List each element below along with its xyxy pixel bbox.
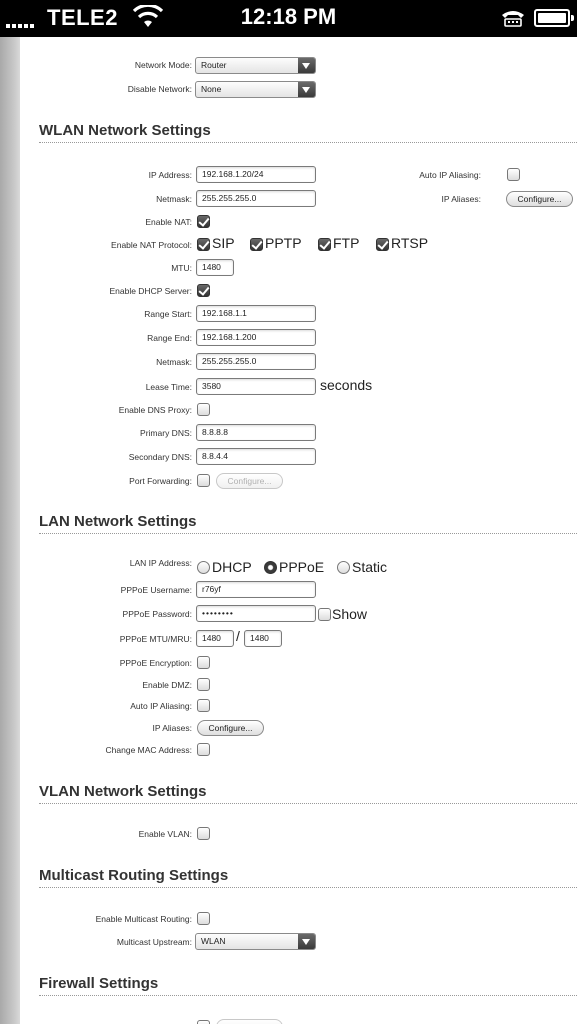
section-divider xyxy=(39,142,577,143)
section-divider xyxy=(39,533,577,534)
enable-nat-label: Enable NAT: xyxy=(145,217,192,227)
secondary-dns-input[interactable]: 8.8.4.4 xyxy=(196,448,316,465)
mtu-mru-separator: / xyxy=(236,628,240,644)
lan-ip-static-label: Static xyxy=(352,559,388,575)
left-sidebar-edge xyxy=(0,37,20,1024)
primary-dns-label: Primary DNS: xyxy=(140,428,192,438)
lan-section-header xyxy=(39,513,577,539)
port-forwarding-configure-button[interactable]: Configure... xyxy=(216,473,283,489)
lan-ip-static-radio[interactable] xyxy=(337,561,350,574)
battery-icon xyxy=(534,9,570,27)
firewall-configure-button[interactable] xyxy=(216,1019,283,1024)
mtu-input[interactable]: 1480 xyxy=(196,259,234,276)
pppoe-encryption-label: PPPoE Encryption: xyxy=(119,658,192,668)
clock: 12:18 PM xyxy=(240,4,337,29)
multicast-upstream-select[interactable] xyxy=(195,933,316,950)
lan-auto-ip-aliasing-checkbox[interactable] xyxy=(197,699,210,712)
network-mode-select[interactable] xyxy=(195,57,316,74)
section-divider xyxy=(39,803,577,804)
range-end-label: Range End: xyxy=(147,333,192,343)
port-forwarding-label: Port Forwarding: xyxy=(129,476,192,486)
firewall-checkbox[interactable] xyxy=(197,1020,210,1024)
enable-dns-proxy-label: Enable DNS Proxy: xyxy=(118,405,192,415)
ip-aliases-label: IP Aliases: xyxy=(441,194,481,204)
enable-nat-checkbox[interactable] xyxy=(197,215,210,228)
enable-dmz-checkbox[interactable] xyxy=(197,678,210,691)
network-mode-value: Router xyxy=(201,60,227,70)
nat-protocol-ftp-checkbox[interactable] xyxy=(318,238,331,251)
pppoe-encryption-checkbox[interactable] xyxy=(197,656,210,669)
multicast-upstream-label: Multicast Upstream: xyxy=(116,937,192,947)
auto-ip-aliasing-checkbox[interactable] xyxy=(507,168,520,181)
pppoe-mtu-mru-label: PPPoE MTU/MRU: xyxy=(119,634,192,644)
section-divider xyxy=(39,887,577,888)
wlan-section-header xyxy=(39,122,577,148)
nat-protocol-rtsp-label: RTSP xyxy=(391,235,429,251)
carrier-name: TELE2 xyxy=(47,5,118,30)
lease-time-unit: seconds xyxy=(320,377,373,393)
mtu-label: MTU: xyxy=(171,263,192,273)
enable-multicast-checkbox[interactable] xyxy=(197,912,210,925)
lan-section-title: LAN Network Settings xyxy=(39,513,197,530)
range-start-input[interactable]: 192.168.1.1 xyxy=(196,305,316,322)
lan-ip-dhcp-radio[interactable] xyxy=(197,561,210,574)
multicast-upstream-value: WLAN xyxy=(201,936,226,946)
range-start-label: Range Start: xyxy=(144,309,192,319)
lease-time-label: Lease Time: xyxy=(145,382,192,392)
netmask-label: Netmask: xyxy=(156,194,192,204)
enable-dhcp-label: Enable DHCP Server: xyxy=(109,286,192,296)
lan-ip-dhcp-label: DHCP xyxy=(212,559,252,575)
dhcp-netmask-label: Netmask: xyxy=(156,357,192,367)
wlan-section-title: WLAN Network Settings xyxy=(39,122,211,139)
lan-auto-ip-aliasing-label: Auto IP Aliasing: xyxy=(130,701,192,711)
change-mac-label: Change MAC Address: xyxy=(105,745,192,755)
vlan-section-title: VLAN Network Settings xyxy=(39,783,207,800)
port-forwarding-checkbox[interactable] xyxy=(197,474,210,487)
pppoe-mru-input[interactable]: 1480 xyxy=(244,630,282,647)
pppoe-password-input[interactable]: •••••••• xyxy=(196,605,316,622)
lan-ip-pppoe-radio[interactable] xyxy=(264,561,277,574)
lan-ip-label: LAN IP Address: xyxy=(129,558,192,568)
show-password-checkbox[interactable] xyxy=(318,608,331,621)
tty-icon xyxy=(500,8,526,28)
enable-vlan-label: Enable VLAN: xyxy=(138,829,192,839)
nat-protocol-sip-label: SIP xyxy=(212,235,235,251)
chevron-down-icon xyxy=(298,82,315,97)
disable-network-label: Disable Network: xyxy=(127,84,192,94)
enable-dmz-label: Enable DMZ: xyxy=(142,680,192,690)
chevron-down-icon xyxy=(298,58,315,73)
settings-content xyxy=(20,37,577,1024)
multicast-section-header xyxy=(39,867,577,893)
nat-protocol-ftp-label: FTP xyxy=(333,235,360,251)
disable-network-select[interactable] xyxy=(195,81,316,98)
disable-network-value: None xyxy=(201,84,222,94)
lan-ip-pppoe-label: PPPoE xyxy=(279,559,325,575)
enable-multicast-label: Enable Multicast Routing: xyxy=(95,914,192,924)
section-divider xyxy=(39,995,577,996)
status-bar xyxy=(0,0,577,37)
enable-nat-protocol-label: Enable NAT Protocol: xyxy=(111,240,192,250)
lan-ip-aliases-configure-button[interactable]: Configure... xyxy=(197,720,264,736)
network-mode-label: Network Mode: xyxy=(134,60,192,70)
dhcp-netmask-input[interactable]: 255.255.255.0 xyxy=(196,353,316,370)
nat-protocol-pptp-label: PPTP xyxy=(265,235,302,251)
firewall-section-title: Firewall Settings xyxy=(39,975,159,992)
enable-vlan-checkbox[interactable] xyxy=(197,827,210,840)
nat-protocol-rtsp-checkbox[interactable] xyxy=(376,238,389,251)
page xyxy=(0,37,577,1024)
range-end-input[interactable]: 192.168.1.200 xyxy=(196,329,316,346)
ip-aliases-configure-button[interactable]: Configure... xyxy=(506,191,573,207)
firewall-section-header xyxy=(39,975,577,1001)
ip-address-label: IP Address: xyxy=(148,170,192,180)
change-mac-checkbox[interactable] xyxy=(197,743,210,756)
primary-dns-input[interactable]: 8.8.8.8 xyxy=(196,424,316,441)
lan-ip-aliases-label: IP Aliases: xyxy=(152,723,192,733)
secondary-dns-label: Secondary DNS: xyxy=(128,452,192,462)
lease-time-input[interactable]: 3580 xyxy=(196,378,316,395)
auto-ip-aliasing-label: Auto IP Aliasing: xyxy=(419,170,481,180)
enable-dhcp-checkbox[interactable] xyxy=(197,284,210,297)
ip-address-input[interactable]: 192.168.1.20/24 xyxy=(196,166,316,183)
netmask-input[interactable]: 255.255.255.0 xyxy=(196,190,316,207)
nat-protocol-pptp-checkbox[interactable] xyxy=(250,238,263,251)
pppoe-mtu-input[interactable]: 1480 xyxy=(196,630,234,647)
pppoe-username-label: PPPoE Username: xyxy=(120,585,192,595)
pppoe-password-label: PPPoE Password: xyxy=(122,609,192,619)
nat-protocol-sip-checkbox[interactable] xyxy=(197,238,210,251)
multicast-section-title: Multicast Routing Settings xyxy=(39,867,229,884)
chevron-down-icon xyxy=(298,934,315,949)
enable-dns-proxy-checkbox[interactable] xyxy=(197,403,210,416)
vlan-section-header xyxy=(39,783,577,809)
pppoe-username-input[interactable]: r76yf xyxy=(196,581,316,598)
show-password-label: Show xyxy=(332,606,368,622)
